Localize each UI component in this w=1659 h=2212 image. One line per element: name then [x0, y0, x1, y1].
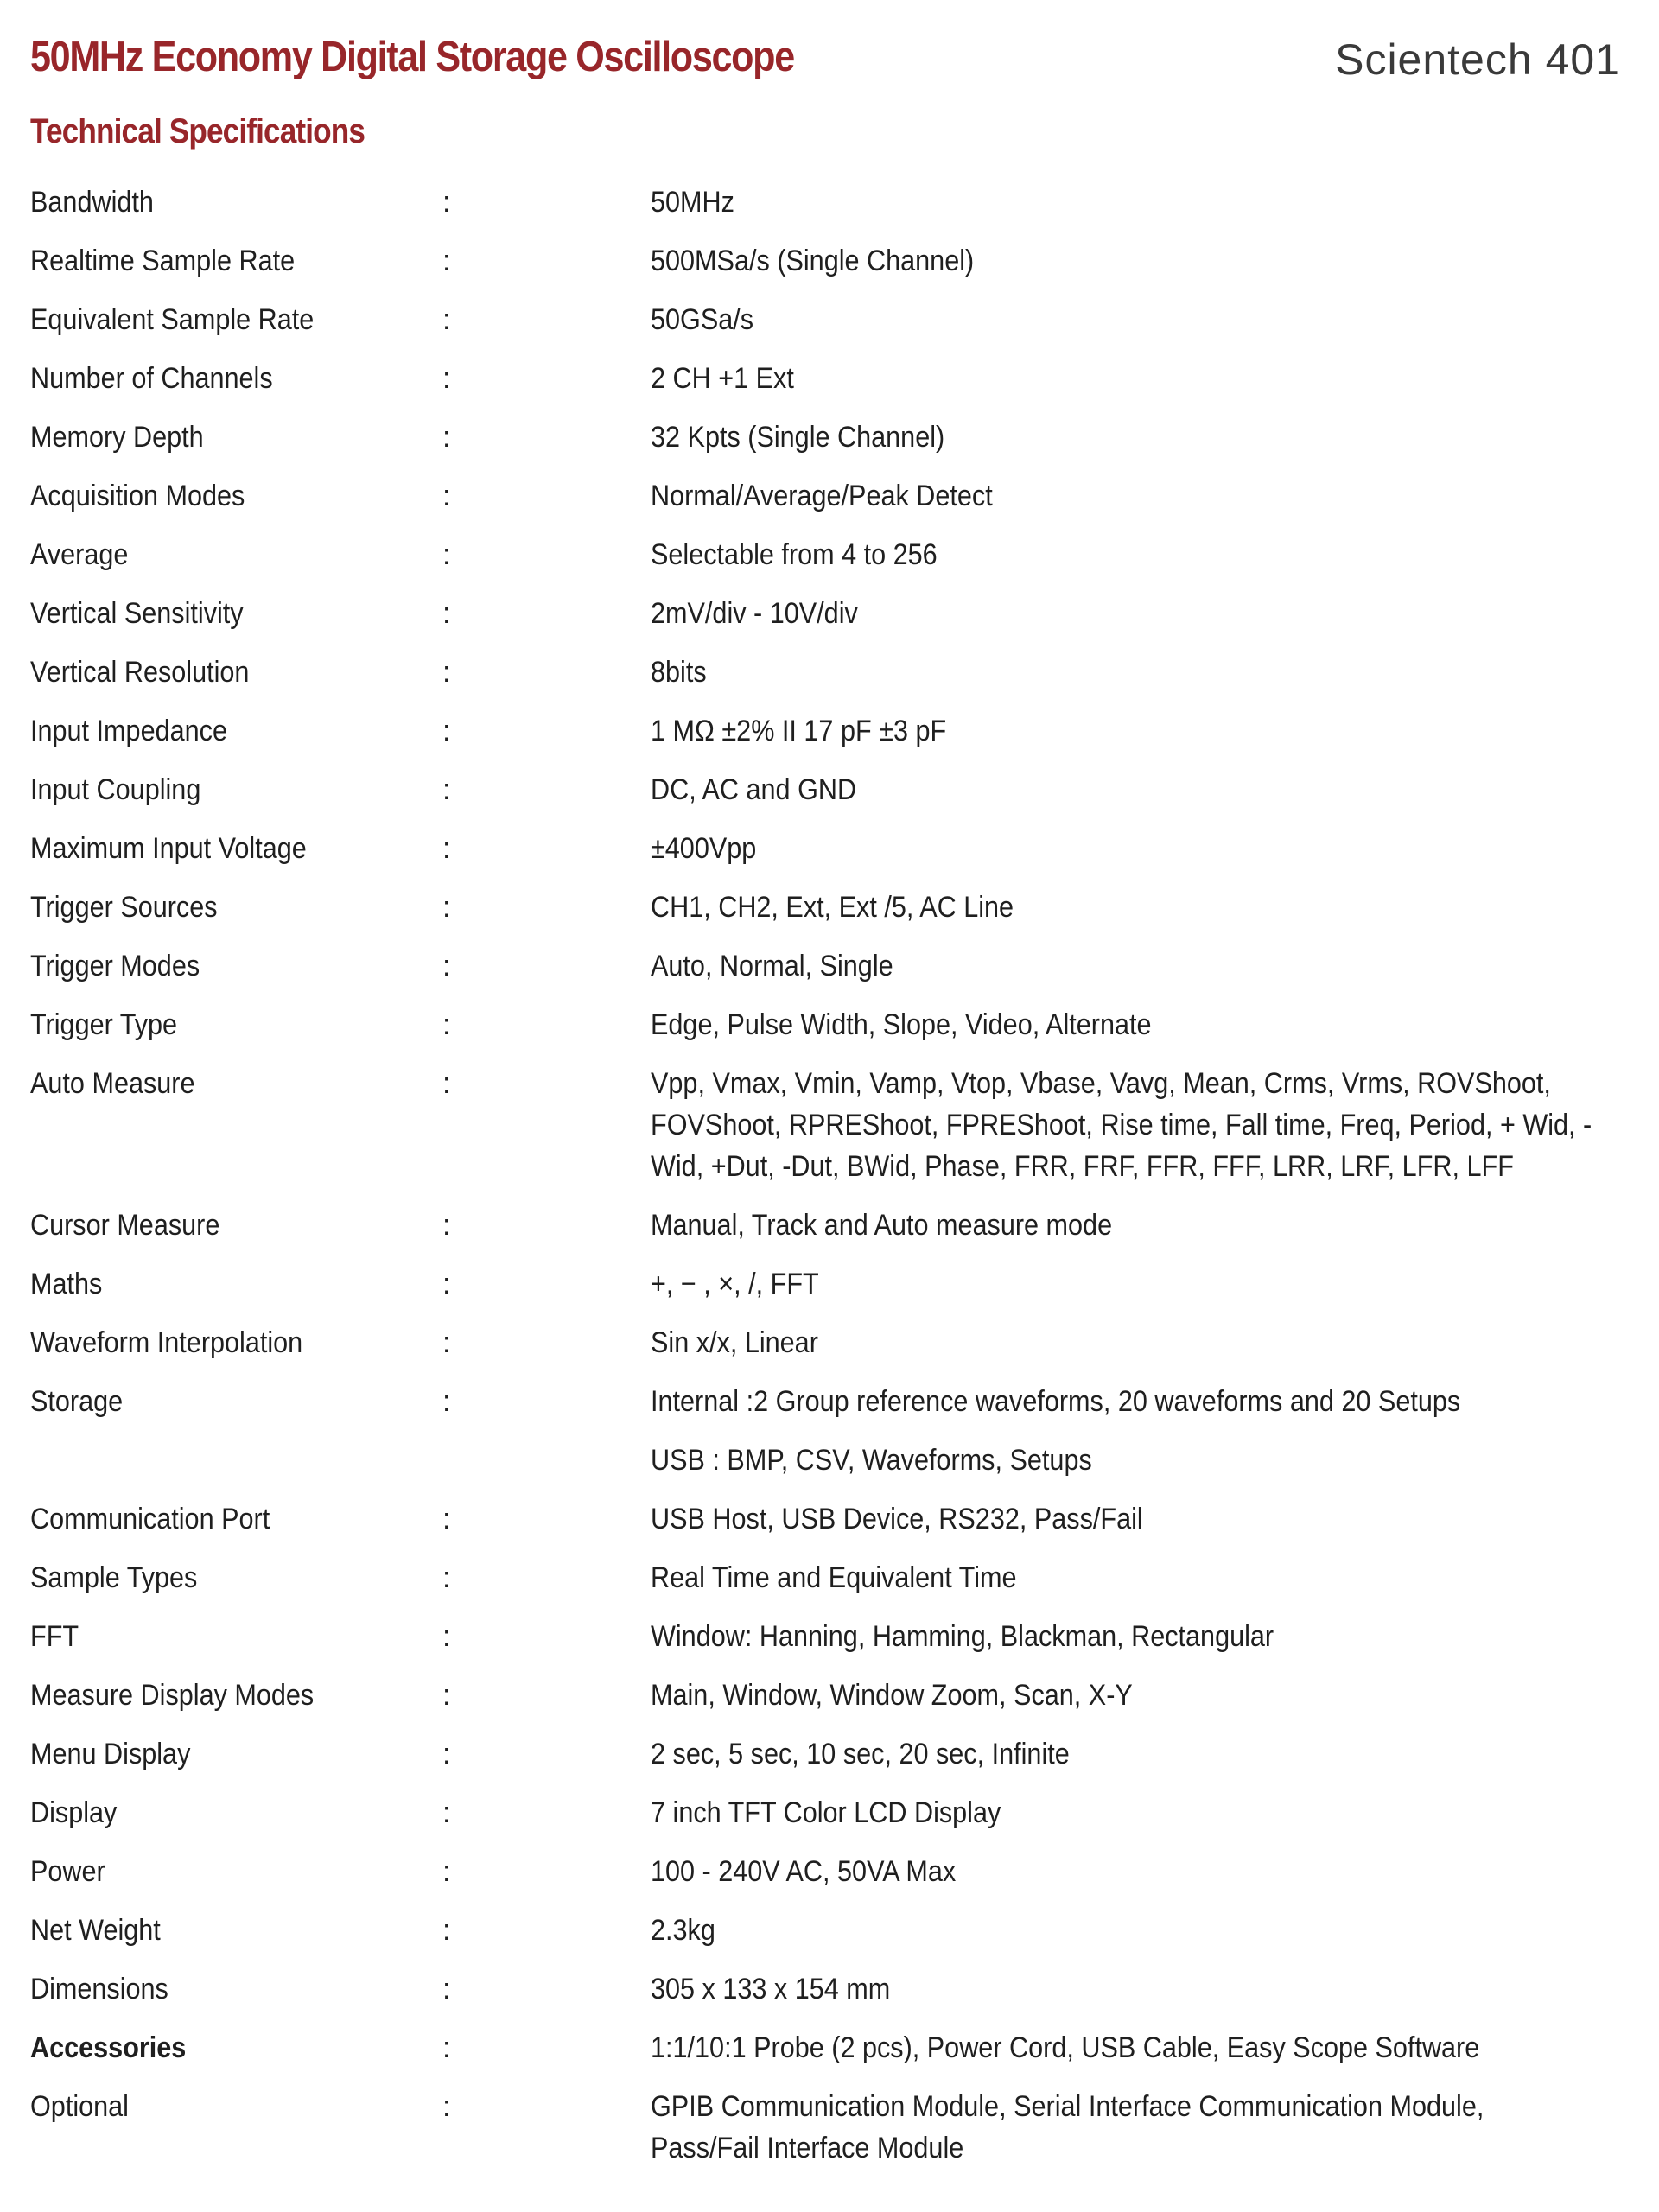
spec-separator: :	[442, 303, 451, 336]
spec-label: Waveform Interpolation	[30, 1326, 303, 1359]
spec-value: 8bits	[651, 656, 707, 689]
spec-label: Acquisition Modes	[30, 480, 245, 512]
spec-row	[30, 1557, 1629, 1616]
spec-row	[30, 534, 1629, 593]
spec-value: Manual, Track and Auto measure mode	[651, 1209, 1113, 1242]
spec-row	[30, 710, 1629, 769]
spec-separator: :	[442, 1855, 451, 1888]
spec-separator: :	[442, 1503, 451, 1535]
spec-value: Vpp, Vmax, Vmin, Vamp, Vtop, Vbase, Vavg, Mean, Crms, Vrms, ROVShoot, FOVShoot, RPREShoot, FPREShoot, Rise time, Fall time, Freq, Period, + Wid, -Wid, +Dut, -Dut, BWid, Phase, FRR, FRF, FFR, FFF, LRR, LRF, LFR, LFF	[651, 1067, 1592, 1183]
spec-separator: :	[442, 1914, 451, 1947]
spec-label: Number of Channels	[30, 362, 273, 395]
spec-row	[30, 945, 1629, 1004]
spec-row	[30, 769, 1629, 828]
spec-row	[30, 887, 1629, 945]
spec-value: Sin x/x, Linear	[651, 1326, 818, 1359]
spec-separator: :	[442, 1209, 451, 1242]
spec-separator: :	[442, 1679, 451, 1712]
spec-label: Bandwidth	[30, 186, 154, 219]
spec-label: Trigger Modes	[30, 950, 200, 982]
spec-row	[30, 1968, 1629, 2027]
spec-separator: :	[442, 2031, 451, 2064]
spec-row	[30, 1322, 1629, 1381]
spec-row	[30, 1381, 1629, 1440]
spec-row	[30, 1063, 1629, 1205]
spec-value: 305 x 133 x 154 mm	[651, 1973, 891, 2005]
spec-separator: :	[442, 1008, 451, 1041]
spec-label: Equivalent Sample Rate	[30, 303, 315, 336]
spec-label: FFT	[30, 1620, 79, 1653]
spec-value: 50MHz	[651, 186, 734, 219]
spec-value: +, − , ×, /, FFT	[651, 1268, 819, 1300]
spec-value: ±400Vpp	[651, 832, 757, 865]
spec-row	[30, 1616, 1629, 1675]
spec-label: Display	[30, 1796, 118, 1829]
spec-separator: :	[442, 421, 451, 454]
spec-value: Main, Window, Window Zoom, Scan, X-Y	[651, 1679, 1133, 1712]
spec-row	[30, 1851, 1629, 1910]
spec-label: Communication Port	[30, 1503, 270, 1535]
spec-value: Selectable from 4 to 256	[651, 538, 938, 571]
spec-list	[30, 181, 1629, 2186]
spec-separator: :	[442, 2090, 451, 2123]
brand-name: Scientech 401	[1335, 35, 1620, 84]
spec-value: CH1, CH2, Ext, Ext /5, AC Line	[651, 891, 1014, 924]
spec-separator: :	[442, 1796, 451, 1829]
spec-label: Power	[30, 1855, 105, 1888]
spec-separator: :	[442, 480, 451, 512]
spec-separator: :	[442, 362, 451, 395]
spec-value: GPIB Communication Module, Serial Interface Communication Module, Pass/Fail Interface Module	[651, 2090, 1484, 2164]
spec-value: 50GSa/s	[651, 303, 754, 336]
spec-label: Vertical Sensitivity	[30, 597, 244, 630]
spec-row	[30, 1792, 1629, 1851]
spec-value: Window: Hanning, Hamming, Blackman, Rectangular	[651, 1620, 1274, 1653]
spec-row	[30, 828, 1629, 887]
spec-separator: :	[442, 1326, 451, 1359]
spec-label: Menu Display	[30, 1738, 191, 1770]
spec-label: Auto Measure	[30, 1067, 195, 1100]
spec-row	[30, 299, 1629, 358]
spec-label: Average	[30, 538, 129, 571]
spec-label: Net Weight	[30, 1914, 161, 1947]
spec-separator: :	[442, 950, 451, 982]
spec-label: Memory Depth	[30, 421, 204, 454]
spec-value: DC, AC and GND	[651, 773, 857, 806]
spec-separator: :	[442, 656, 451, 689]
spec-row	[30, 1440, 1629, 1498]
spec-value: Real Time and Equivalent Time	[651, 1561, 1017, 1594]
spec-separator: :	[442, 1620, 451, 1653]
spec-label: Dimensions	[30, 1973, 168, 2005]
spec-separator: :	[442, 1067, 451, 1100]
spec-value: 7 inch TFT Color LCD Display	[651, 1796, 1001, 1829]
spec-separator: :	[442, 245, 451, 277]
spec-row	[30, 2086, 1629, 2186]
spec-label: Storage	[30, 1385, 124, 1418]
spec-label: Sample Types	[30, 1561, 198, 1594]
spec-label: Input Coupling	[30, 773, 201, 806]
spec-value: 2mV/div - 10V/div	[651, 597, 858, 630]
spec-row	[30, 416, 1629, 475]
spec-label: Maths	[30, 1268, 103, 1300]
spec-value: Auto, Normal, Single	[651, 950, 893, 982]
spec-row	[30, 652, 1629, 710]
spec-separator: :	[442, 1738, 451, 1770]
spec-separator: :	[442, 1973, 451, 2005]
spec-value: 2 sec, 5 sec, 10 sec, 20 sec, Infinite	[651, 1738, 1070, 1770]
spec-value: Edge, Pulse Width, Slope, Video, Alternate	[651, 1008, 1152, 1041]
spec-separator: :	[442, 186, 451, 219]
spec-row	[30, 181, 1629, 240]
page-title: 50MHz Economy Digital Storage Oscilloscope	[30, 34, 794, 80]
spec-label: Cursor Measure	[30, 1209, 220, 1242]
spec-separator: :	[442, 1561, 451, 1594]
spec-label: Input Impedance	[30, 715, 227, 747]
spec-row	[30, 240, 1629, 299]
spec-value: Normal/Average/Peak Detect	[651, 480, 993, 512]
spec-row	[30, 1498, 1629, 1557]
spec-separator: :	[442, 832, 451, 865]
spec-value: 2 CH +1 Ext	[651, 362, 794, 395]
spec-separator: :	[442, 597, 451, 630]
spec-separator: :	[442, 1385, 451, 1418]
spec-row	[30, 1910, 1629, 1968]
spec-value: 1:1/10:1 Probe (2 pcs), Power Cord, USB Cable, Easy Scope Software	[651, 2031, 1480, 2064]
page-header	[30, 33, 1620, 93]
spec-row	[30, 1004, 1629, 1063]
spec-row	[30, 2027, 1629, 2086]
spec-label: Optional	[30, 2090, 129, 2123]
spec-row	[30, 1733, 1629, 1792]
spec-row	[30, 475, 1629, 534]
spec-separator: :	[442, 715, 451, 747]
spec-row	[30, 1263, 1629, 1322]
spec-row	[30, 593, 1629, 652]
spec-label: Trigger Sources	[30, 891, 218, 924]
spec-separator: :	[442, 538, 451, 571]
spec-value: 100 - 240V AC, 50VA Max	[651, 1855, 957, 1888]
spec-separator: :	[442, 891, 451, 924]
spec-separator: :	[442, 1268, 451, 1300]
spec-separator: :	[442, 773, 451, 806]
spec-value: 2.3kg	[651, 1914, 715, 1947]
spec-value: 32 Kpts (Single Channel)	[651, 421, 945, 454]
spec-value: USB Host, USB Device, RS232, Pass/Fail	[651, 1503, 1143, 1535]
spec-row	[30, 1205, 1629, 1263]
spec-row	[30, 1675, 1629, 1733]
spec-label: Trigger Type	[30, 1008, 178, 1041]
spec-label: Maximum Input Voltage	[30, 832, 307, 865]
spec-row	[30, 358, 1629, 416]
spec-value: 500MSa/s (Single Channel)	[651, 245, 975, 277]
section-title: Technical Specifications	[30, 112, 365, 150]
spec-value: USB : BMP, CSV, Waveforms, Setups	[651, 1444, 1092, 1477]
spec-label: Vertical Resolution	[30, 656, 250, 689]
spec-label: Measure Display Modes	[30, 1679, 315, 1712]
spec-value: 1 MΩ ±2% II 17 pF ±3 pF	[651, 715, 947, 747]
spec-label: Accessories	[30, 2031, 187, 2064]
spec-value: Internal :2 Group reference waveforms, 20 waveforms and 20 Setups	[651, 1385, 1461, 1418]
spec-label: Realtime Sample Rate	[30, 245, 296, 277]
